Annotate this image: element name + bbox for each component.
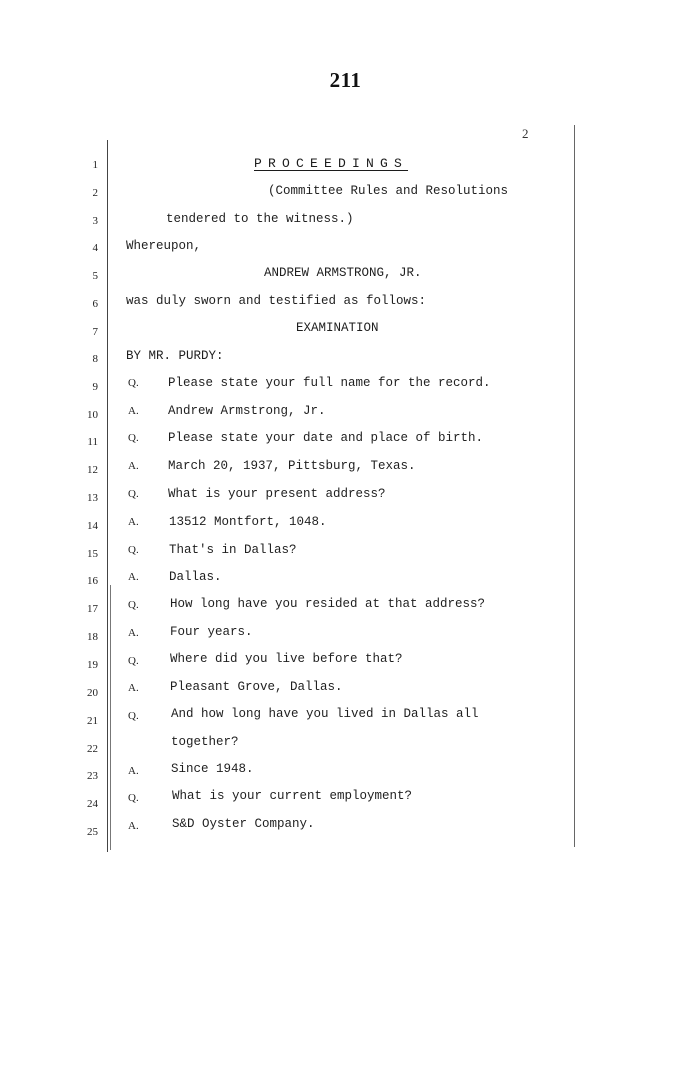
line-text: Where did you live before that?	[170, 652, 403, 666]
line-number: 20	[87, 687, 98, 699]
section-heading: EXAMINATION	[296, 321, 379, 335]
line-number: 17	[87, 603, 98, 615]
line-text: And how long have you lived in Dallas all	[171, 707, 479, 721]
line-number: 23	[87, 770, 98, 782]
speaker-marker: A.	[128, 765, 139, 777]
line-number: 10	[87, 409, 98, 421]
line-text: S&D Oyster Company.	[172, 817, 315, 831]
line-text: Pleasant Grove, Dallas.	[170, 680, 343, 694]
line-text: March 20, 1937, Pittsburg, Texas.	[168, 459, 416, 473]
line-number: 8	[92, 353, 98, 365]
line-number: 11	[87, 436, 98, 448]
speaker-marker: A.	[128, 682, 139, 694]
examiner-label: BY MR. PURDY:	[126, 349, 224, 363]
line-text: 13512 Montfort, 1048.	[169, 515, 327, 529]
line-number: 2	[92, 187, 98, 199]
speaker-marker: A.	[128, 627, 139, 639]
line-text: Andrew Armstrong, Jr.	[168, 404, 326, 418]
line-text: Since 1948.	[171, 762, 254, 776]
line-text: What is your current employment?	[172, 789, 413, 803]
volume-page-number: 211	[329, 68, 362, 92]
line-text: together?	[171, 735, 239, 749]
line-number: 18	[87, 631, 98, 643]
line-number: 22	[87, 743, 98, 755]
line-number: 7	[92, 326, 98, 338]
line-text: was duly sworn and testified as follows:	[126, 294, 427, 308]
line-number: 4	[92, 242, 98, 254]
right-margin-rule	[574, 125, 575, 847]
line-number: 21	[87, 715, 98, 727]
speaker-marker: Q.	[128, 655, 139, 667]
line-text: That's in Dallas?	[169, 543, 297, 557]
line-number: 6	[92, 298, 98, 310]
line-number: 14	[87, 520, 98, 532]
speaker-marker: A.	[128, 460, 139, 472]
left-margin-rule	[107, 140, 108, 852]
line-number: 12	[87, 464, 98, 476]
speaker-marker: Q.	[128, 599, 139, 611]
line-number: 1	[92, 159, 98, 171]
line-text: Please state your date and place of birth.	[168, 431, 484, 445]
speaker-marker: A.	[128, 571, 139, 583]
line-number: 15	[87, 548, 98, 560]
line-number: 19	[87, 659, 98, 671]
speaker-marker: Q.	[128, 710, 139, 722]
left-margin-rule-inner	[110, 585, 111, 850]
line-text: Four years.	[170, 625, 253, 639]
line-number: 3	[92, 215, 98, 227]
speaker-marker: Q.	[128, 488, 139, 500]
line-number: 9	[92, 381, 98, 393]
line-text: What is your present address?	[168, 487, 386, 501]
speaker-marker: Q.	[128, 792, 139, 804]
proceedings-heading: PROCEEDINGS	[254, 156, 409, 171]
line-text: tendered to the witness.)	[166, 212, 354, 226]
line-number: 25	[87, 826, 98, 838]
line-text: Please state your full name for the record.	[168, 376, 491, 390]
line-text: Dallas.	[169, 570, 222, 584]
line-text: (Committee Rules and Resolutions	[268, 184, 509, 198]
transcript-page-number: 2	[522, 126, 529, 141]
line-number: 13	[87, 492, 98, 504]
line-number: 24	[87, 798, 98, 810]
speaker-marker: A.	[128, 820, 139, 832]
speaker-marker: Q.	[128, 432, 139, 444]
speaker-marker: A.	[128, 405, 139, 417]
witness-name: ANDREW ARMSTRONG, JR.	[264, 266, 422, 280]
line-number: 5	[92, 270, 98, 282]
line-number: 16	[87, 575, 98, 587]
line-text: Whereupon,	[126, 239, 202, 253]
speaker-marker: A.	[128, 516, 139, 528]
speaker-marker: Q.	[128, 377, 139, 389]
speaker-marker: Q.	[128, 544, 139, 556]
line-text: How long have you resided at that address?	[170, 597, 486, 611]
